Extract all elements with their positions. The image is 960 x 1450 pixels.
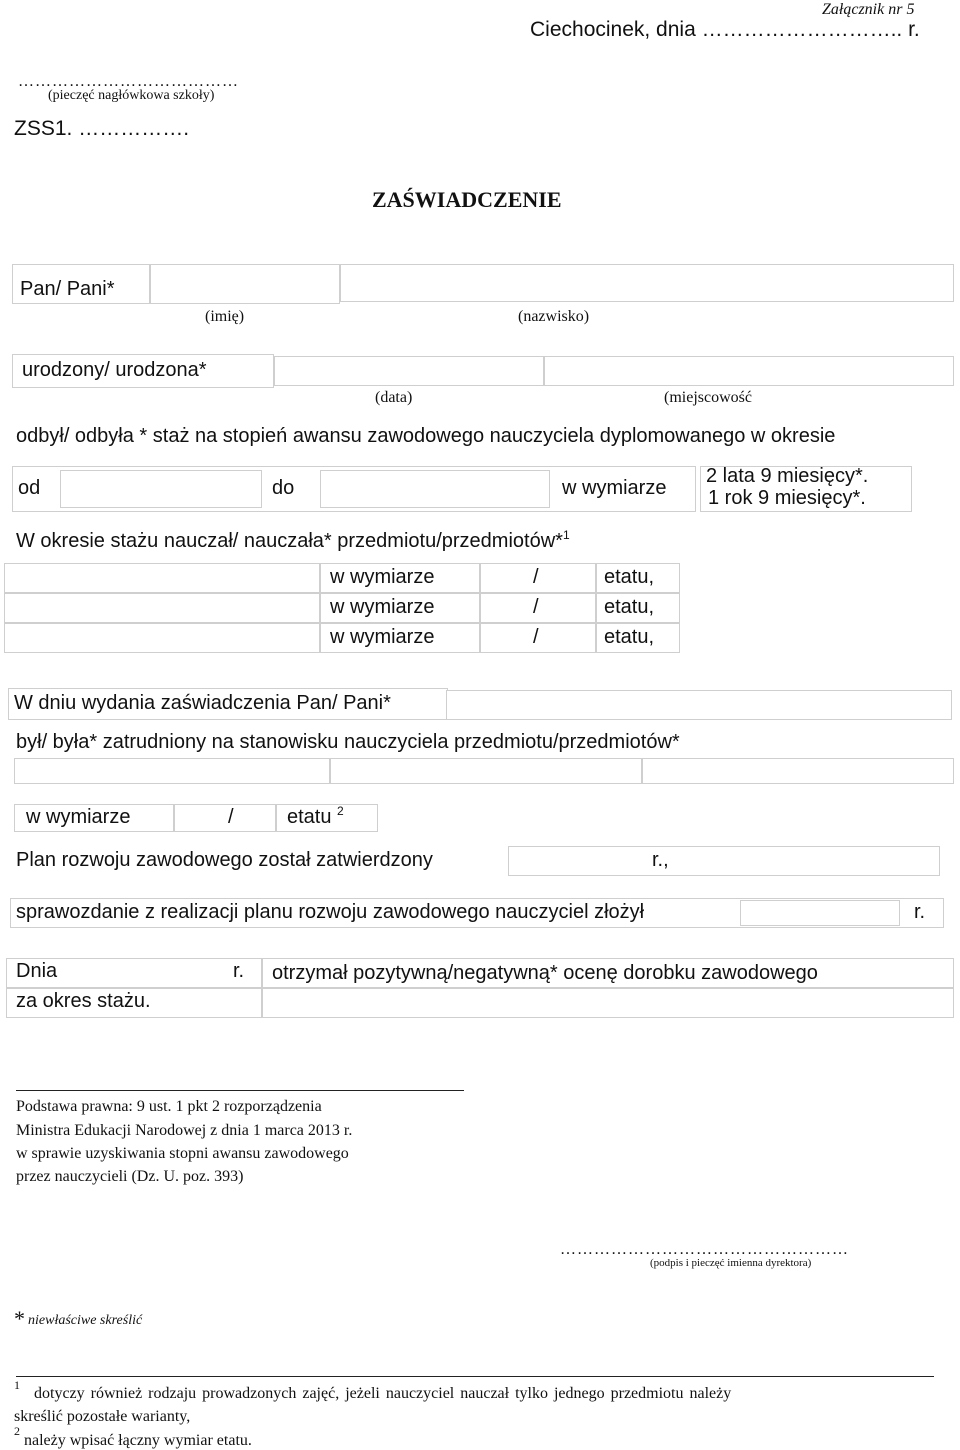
employment-unit-footnote-ref: 2 [337,804,344,818]
subject-slash-1: / [533,566,539,588]
assessment-empty-cell [262,988,954,1018]
subjects-footnote-ref: 1 [562,528,570,542]
report-suffix: r. [914,901,926,923]
first-name-field[interactable] [150,264,340,304]
signature-caption: (podpis i pieczęć imienna dyrektora) [650,1257,812,1269]
position-subject-field-1[interactable] [14,758,330,784]
employment-unit [287,806,344,829]
assessment-day-field[interactable] [70,962,230,984]
place-date-line: Ciechocinek, dnia ……………………….. r. [530,18,920,41]
person-label: Pan/ Pani* [20,278,115,300]
subject-field-3[interactable] [4,623,320,653]
footnote-1-text-cont: skreślić pozostałe warianty, [14,1408,191,1425]
last-name-caption: (nazwisko) [518,308,590,325]
period-scope-label: w wymiarze [562,477,667,499]
position-subject-field-2[interactable] [330,758,642,784]
annex-label: Załącznik nr 5 [822,1,915,18]
footnote-2-text: należy wpisać łączny wymiar etatu. [24,1432,252,1449]
subject-field-2[interactable] [4,593,320,623]
note-asterisk: * [14,1306,25,1331]
legal-basis-line-2: Ministra Edukacji Narodowej z dnia 1 marca 2013 r. [16,1122,353,1139]
first-name-caption: (imię) [205,308,245,325]
assessment-text: otrzymał pozytywną/negatywną* ocenę dorobku zawodowego [272,962,818,984]
legal-basis-line-3: w sprawie uzyskiwania stopni awansu zawodowego [16,1145,349,1162]
subjects-sentence-text: W okresie stażu nauczał/ nauczała* przedmiotu/przedmiotów* [16,530,563,552]
period-to-label: do [272,477,295,499]
subjects-sentence [16,530,570,553]
subject-unit-3: etatu, [604,626,655,648]
assessment-day-suffix: r. [233,960,245,982]
subject-slash-2: / [533,596,539,618]
internship-sentence: odbył/ odbyła * staż na stopień awansu zawodowego nauczyciela dyplomowanego w okresie [16,425,836,447]
duration-option-1[interactable]: 2 lata 9 miesięcy*. [706,465,869,487]
duration-option-2[interactable]: 1 rok 9 miesięcy*. [708,487,866,509]
subject-field-1[interactable] [4,563,320,593]
period-to-field[interactable] [320,470,550,508]
stamp-dots: ………………………………… [18,73,239,90]
employment-fraction-field[interactable] [174,804,276,832]
plan-approved-suffix: r., [652,849,669,871]
signature-dots: …………………………………………… [560,1241,849,1258]
plan-approved-label: Plan rozwoju zawodowego został zatwierdzony [16,849,433,871]
subject-unit-1: etatu, [604,566,655,588]
assessment-day-label: Dnia [16,960,58,982]
plan-approved-date-field[interactable] [508,846,940,876]
stamp-caption: (pieczęć nagłówkowa szkoły) [48,88,215,103]
last-name-field[interactable] [340,264,954,302]
legal-basis-rule [16,1090,464,1091]
employment-slash: / [228,806,234,828]
subject-slash-3: / [533,626,539,648]
footnote-rule [16,1376,934,1377]
subject-scope-label-2: w wymiarze [330,596,435,618]
subject-unit-2: etatu, [604,596,655,618]
employment-scope-label: w wymiarze [26,806,131,828]
birth-label: urodzony/ urodzona* [22,359,207,381]
report-label: sprawozdanie z realizacji planu rozwoju zawodowego nauczyciel złożył [16,901,645,923]
report-date-field[interactable] [740,900,900,926]
school-code: ZSS1. ……………. [14,117,190,140]
period-from-field[interactable] [60,470,262,508]
birth-place-caption: (miejscowość [664,389,752,406]
birth-date-caption: (data) [375,389,413,406]
note-text: niewłaściwe skreślić [28,1313,143,1328]
document-title: ZAŚWIADCZENIE [372,187,562,212]
employment-unit-text: etatu [287,806,332,828]
footnote-1-mark: 1 [14,1378,20,1392]
legal-basis-line-1: Podstawa prawna: 9 ust. 1 pkt 2 rozporządzenia [16,1098,322,1115]
position-subject-field-3[interactable] [642,758,954,784]
birth-date-field[interactable] [274,356,544,386]
issue-name-field[interactable] [446,690,952,720]
issue-sentence: W dniu wydania zaświadczenia Pan/ Pani* [14,692,391,714]
assessment-text-end: za okres stażu. [16,990,151,1012]
subject-scope-label-3: w wymiarze [330,626,435,648]
position-sentence: był/ była* zatrudniony na stanowisku nauczyciela przedmiotu/przedmiotów* [16,731,680,753]
footnote-2-mark: 2 [14,1424,20,1438]
legal-basis-line-4: przez nauczycieli (Dz. U. poz. 393) [16,1168,244,1185]
period-from-label: od [18,477,41,499]
subject-scope-label-1: w wymiarze [330,566,435,588]
birth-place-field[interactable] [544,356,954,386]
footnote-1-text: dotyczy również rodzaju prowadzonych zajęć, jeżeli nauczyciel nauczał tylko jednego przedmiotu należy [34,1385,732,1402]
